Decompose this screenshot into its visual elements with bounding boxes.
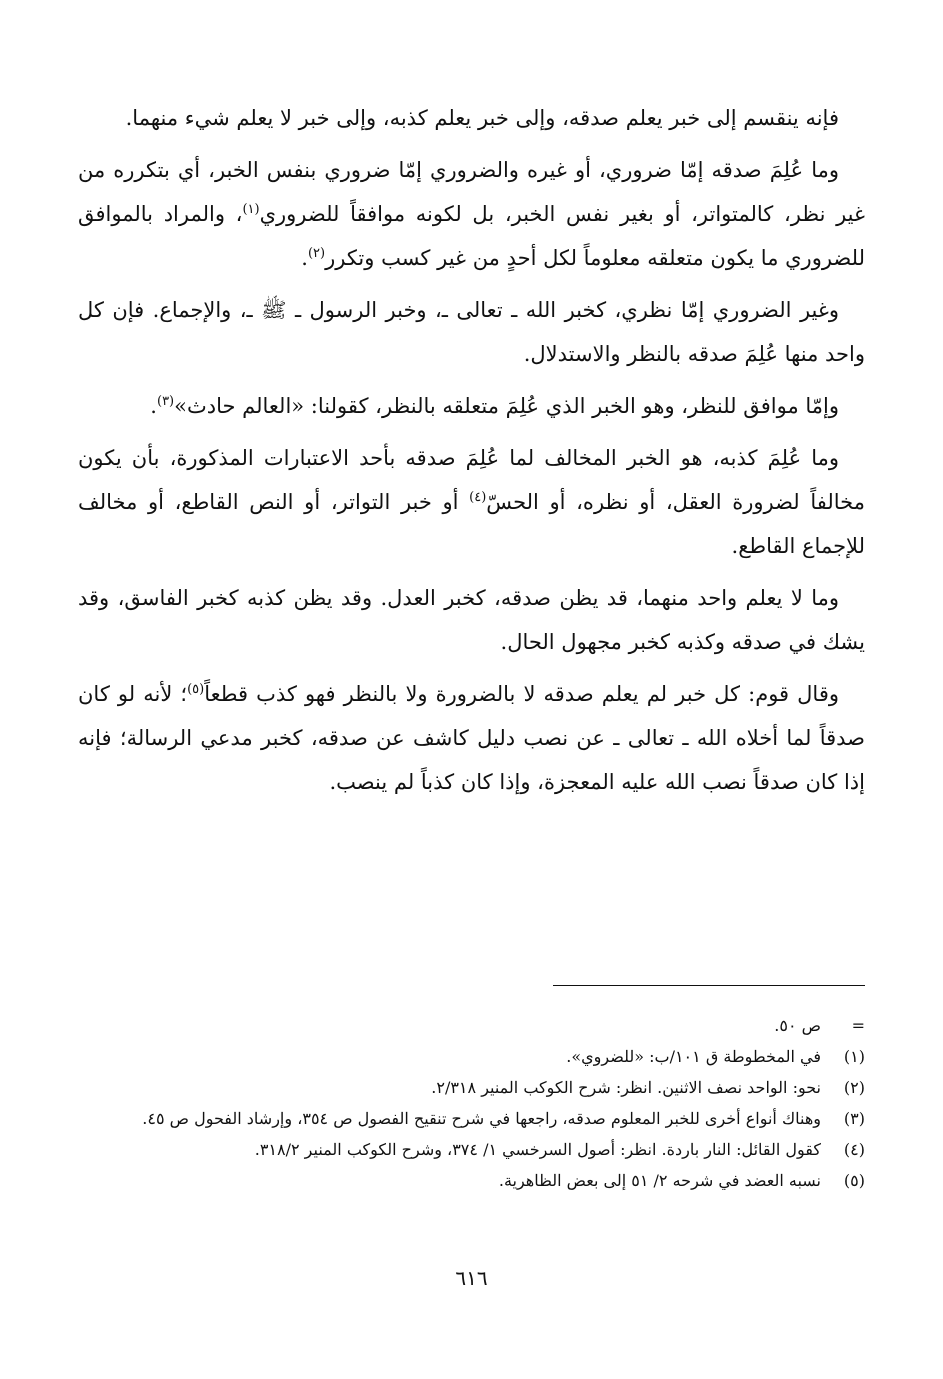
footnote-text: وهناك أنواع أخرى للخبر المعلوم صدقه، راجعها في شرح تنقيح الفصول ص ٣٥٤، وإرشاد الفحول ص ٤٥. xyxy=(142,1109,821,1128)
footnote-continuation xyxy=(78,1010,865,1041)
footnote-text: كقول القائل: النار باردة. انظر: أصول السرخسي ١/ ٣٧٤، وشرح الكوكب المنير ٣١٨/٢. xyxy=(254,1140,821,1159)
footnote-marker-3: (٣) xyxy=(156,394,175,409)
page-number: ٦١٦ xyxy=(455,1266,488,1290)
paragraph-7 xyxy=(78,672,865,804)
footnote-number: (٣) xyxy=(843,1109,865,1128)
paragraph-4 xyxy=(78,384,865,428)
paragraph-4-text-end: . xyxy=(150,394,157,418)
footnote-number: = xyxy=(851,1016,865,1035)
footnote-2 xyxy=(78,1072,865,1103)
paragraph-2 xyxy=(78,148,865,280)
paragraph-5-text-end: أو خبر التواتر، أو النص القاطع، أو مخالف للإجماع القاطع. xyxy=(78,490,865,558)
paragraph-5-text-start: وما عُلِمَ كذبه، هو الخبر المخالف لما عُلِمَ صدقه بأحد الاعتبارات المذكورة، بأن يكون مخالفاً لضرورة العقل، أو نظره، أو الحسّ xyxy=(78,446,865,514)
footnote-separator xyxy=(553,985,865,986)
main-text xyxy=(78,96,865,812)
paragraph-4-text-start: وإمّا موافق للنظر، وهو الخبر الذي عُلِمَ متعلقه بالنظر، كقولنا: «العالم حادث» xyxy=(174,394,839,418)
paragraph-7-text-start: وقال قوم: كل خبر لم يعلم صدقه لا بالضرورة ولا بالنظر فهو كذب قطعاً xyxy=(204,682,839,706)
footnote-marker-1: (١) xyxy=(242,202,260,217)
footnote-text: نحو: الواحد نصف الاثنين. انظر: شرح الكوكب المنير ٢/٣١٨. xyxy=(431,1078,821,1097)
paragraph-7-text-end: ؛ لأنه لو كان صدقاً لما أخلاه الله ـ تعالى ـ عن نصب دليل كاشف عن صدقه، كخبر مدعي الرسالة؛ فإنه إذا كان صدقاً نصب الله عليه المعجزة، وإذا كان كذباً لم ينصب. xyxy=(78,682,865,794)
paragraph-3 xyxy=(78,288,865,376)
paragraph-2-text-start: وما عُلِمَ صدقه إمّا ضروري، أو غيره والضروري إمّا ضروري بنفس الخبر، أي بتكرره من غير نظر، كالمتواتر، أو بغير نفس الخبر، بل لكونه موافقاً للضروري xyxy=(78,158,865,226)
footnote-5 xyxy=(78,1165,865,1196)
paragraph-5 xyxy=(78,436,865,568)
paragraph-2-text-middle: ، والمراد بالموافق للضروري ما يكون متعلقه معلوماً لكل أحدٍ من غير كسب وتكرر xyxy=(78,202,865,270)
footnotes xyxy=(78,1010,865,1196)
footnote-text: ص ٥٠. xyxy=(774,1016,821,1035)
paragraph-2-text-end: . xyxy=(301,246,308,270)
footnote-marker-2: (٢) xyxy=(307,246,326,261)
footnote-marker-5: (٥) xyxy=(187,682,205,697)
paragraph-1-text: فإنه ينقسم إلى خبر يعلم صدقه، وإلى خبر يعلم كذبه، وإلى خبر لا يعلم شيء منهما. xyxy=(125,106,839,130)
footnote-1 xyxy=(78,1041,865,1072)
footnote-number: (٤) xyxy=(843,1140,865,1159)
footnote-number: (٢) xyxy=(843,1078,865,1097)
footnote-number: (٥) xyxy=(843,1171,865,1190)
footnote-marker-4: (٤) xyxy=(469,490,487,505)
footnote-3 xyxy=(78,1103,865,1134)
footnote-4 xyxy=(78,1134,865,1165)
paragraph-6-text: وما لا يعلم واحد منهما، قد يظن صدقه، كخبر العدل. وقد يظن كذبه كخبر الفاسق، وقد يشك في صدقه وكذبه كخبر مجهول الحال. xyxy=(78,586,865,654)
paragraph-3-text: وغير الضروري إمّا نظري، كخبر الله ـ تعالى ـ، وخبر الرسول ـ ﷺ ـ، والإجماع. فإن كل واحد منها عُلِمَ صدقه بالنظر والاستدلال. xyxy=(78,298,865,366)
footnote-text: في المخطوطة ق ١٠١/ب: «للضروي». xyxy=(566,1047,821,1066)
footnote-text: نسبه العضد في شرحه ٢/ ٥١ إلى بعض الظاهرية. xyxy=(498,1171,821,1190)
footnote-number: (١) xyxy=(843,1047,865,1066)
paragraph-1 xyxy=(78,96,865,140)
paragraph-6 xyxy=(78,576,865,664)
